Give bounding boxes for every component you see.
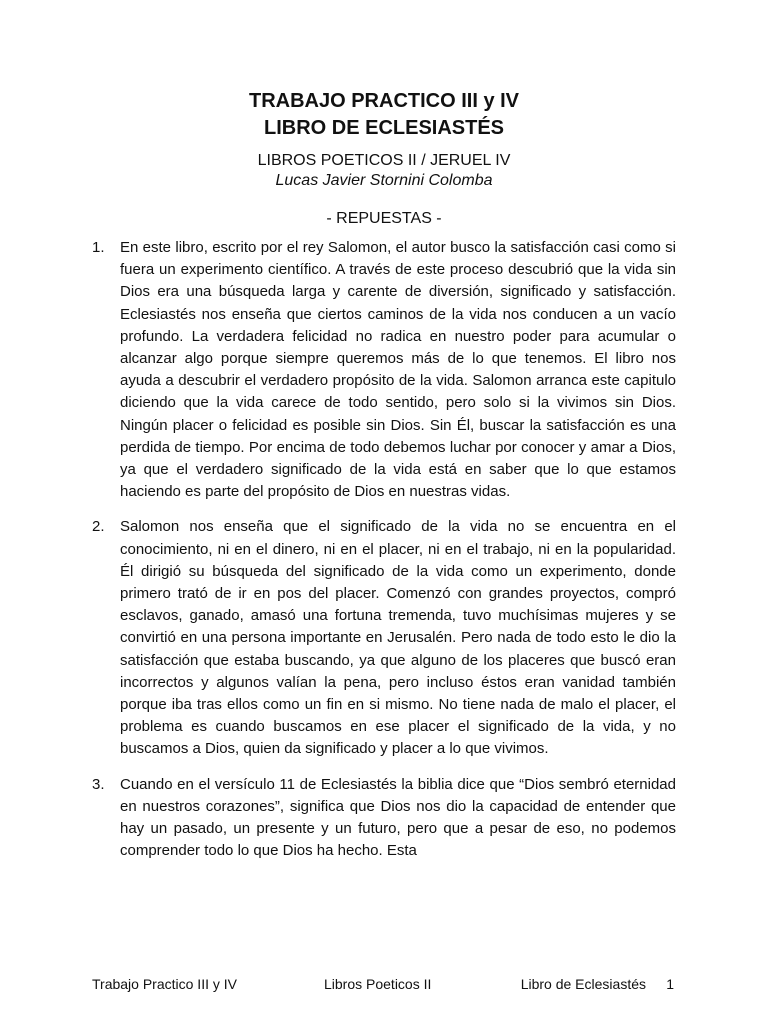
section-heading: - REPUESTAS -: [326, 210, 442, 227]
answer-text: En este libro, escrito por el rey Salomon, el autor busco la satisfacción casi como si fuera un experimento científico. A través de este proceso descubrió que la vida sin Dios era una búsqueda larga y carente de diversión, significado y satisfacción. Eclesiastés nos enseña que ciertos caminos de la vida nos conducen a un vacío profundo. La verdadera felicidad no radica en nuestro poder para acumular o alcanzar algo porque siempre queremos más de lo que tenemos. El libro nos ayuda a descubrir el verdadero propósito de la vida. Salomon arranca este capitulo diciendo que la vida carece de todo sentido, pero solo si la vivimos sin Dios. Ningún placer o felicidad es posible sin Dios. Sin Él, buscar la satisfacción es una perdida de tiempo. Por encima de todo debemos luchar por conocer y amar a Dios, ya que el verdadero significado de la vida está en saber que lo que estamos haciendo es parte del propósito de Dios en nuestras vidas.: [120, 239, 676, 501]
answer-text: Cuando en el versículo 11 de Eclesiastés la biblia dice que “Dios sembró eternidad en nuestros corazones”, significa que Dios nos dio la capacidad de entender que hay un pasado, un presente y un futuro, pero que a pesar de eso, no podemos comprender todo lo que Dios ha hecho. Esta: [120, 775, 676, 860]
answer-item-2: [92, 516, 676, 760]
answer-number: 3.: [92, 775, 105, 793]
document-header: [0, 88, 768, 191]
answer-text: Salomon nos enseña que el significado de la vida no se encuentra en el conocimiento, ni en el dinero, ni en el placer, ni en el trabajo, ni en la popularidad. Él dirigió su búsqueda del significado de la vida como un experimento, donde primero trató de ir en pos del placer. Comenzó con grandes proyectos, compró esclavos, ganado, amasó una fortuna tremenda, tuvo muchísimas mujeres y se convirtió en una persona importante en Jerusalén. Pero nada de todo esto le dio la satisfacción que estaba buscando, ya que alguno de los placeres que buscó eran incorrectos y algunos valían la pena, pero incluso éstos eran vanidad también porque iba tras ellos como un fin en si mismo. No tiene nada de malo el placer, el problema es cuando buscamos en ese placer el significado de la vida, y no buscamos a Dios, quien da significado y placer a lo que vivimos.: [120, 518, 676, 758]
footer-right: Libro de Eclesiastés: [520, 976, 646, 992]
footer-center: Libros Poeticos II: [324, 976, 432, 992]
answer-number: 1.: [92, 239, 105, 256]
answer-item-3: [92, 774, 676, 863]
answer-list: [92, 237, 676, 875]
author: Lucas Javier Stornini Colomba: [275, 172, 493, 189]
answer-number: 2.: [92, 518, 105, 536]
title-line-2: LIBRO DE ECLESIASTÉS: [263, 117, 505, 139]
footer-left: Trabajo Practico III y IV: [92, 976, 237, 992]
title-line-1: TRABAJO PRACTICO III y IV: [248, 90, 520, 112]
answer-item-1: [92, 237, 676, 503]
page-number: 1: [666, 976, 674, 992]
subtitle: LIBROS POETICOS II / JERUEL IV: [257, 152, 511, 169]
